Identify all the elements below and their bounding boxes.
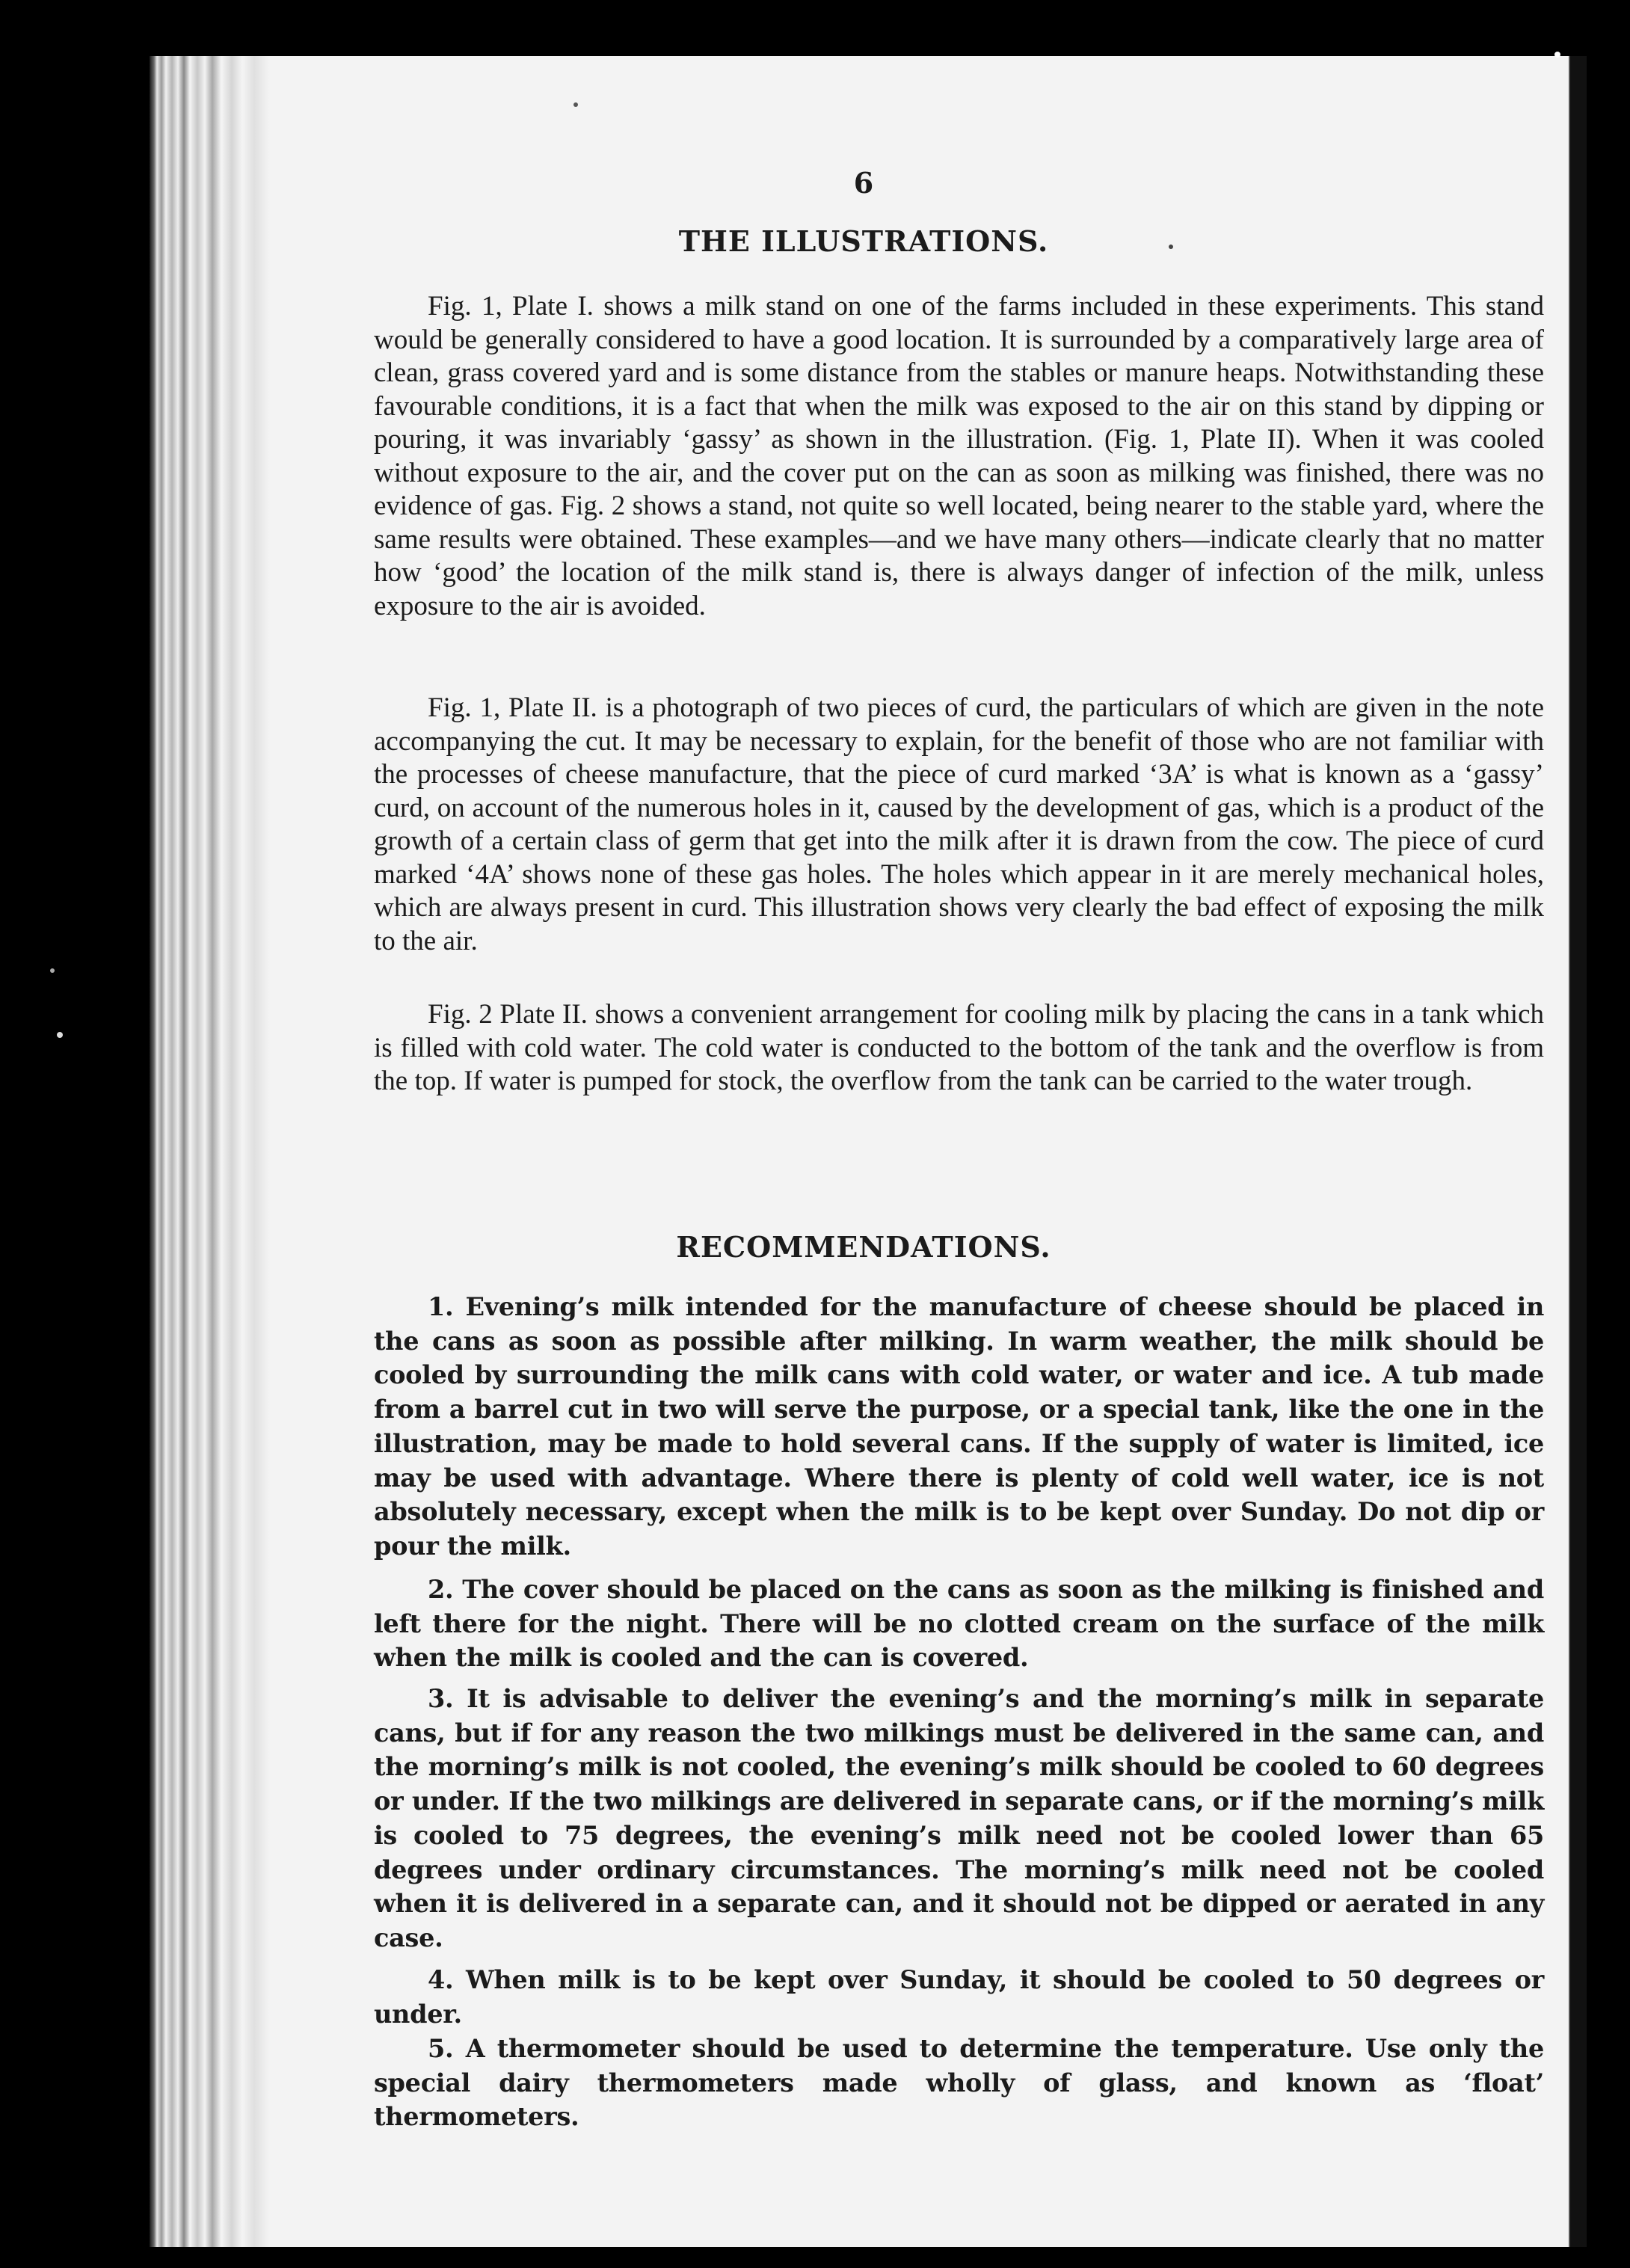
page-number: 6 xyxy=(853,166,874,200)
section-heading-recommendations: RECOMMENDATIONS. xyxy=(676,1230,1051,1264)
section-heading-illustrations: THE ILLUSTRATIONS. xyxy=(678,224,1049,258)
book-cover-edge xyxy=(1570,56,1587,2247)
recommendation-item-2: 2. The cover should be placed on the cans as soon as the milking is finished and left there for the night. There will be no clotted cream on the surface of the milk when the milk is cooled and the can is covered. xyxy=(374,1575,1544,1673)
recommendation-item-1: 1. Evening’s milk intended for the manufacture of cheese should be placed in the cans as soon as possible after milking. In warm weather, the milk should be cooled by surrounding the milk cans with cold water, or water and ice. A tub made from a barrel cut in two will serve the purpose, or a special tank, like the one in the illustration, may be made to hold several cans. If the supply of water is limited, ice may be used with advantage. Where there is plenty of cold well water, ice is not absolutely necessary, except when the milk is to be kept over Sunday. Do not dip or pour the milk. xyxy=(374,1292,1544,1561)
book-page-edges xyxy=(150,56,269,2247)
recommendation-item-5: 5. A thermometer should be used to determine the temperature. Use only the special dairy thermometers made wholly of glass, and known as ‘float’ thermometers. xyxy=(374,2034,1544,2132)
illustrations-paragraph-1: Fig. 1, Plate I. shows a milk stand on one of the farms included in these experiments. This stand would be generally considered to have a good location. It is surrounded by a comparatively large area of clean, grass covered yard and is some distance from the stables or manure heaps. Notwithstanding these favourable conditions, it is a fact that when the milk was exposed to the air on this stand by dipping or pouring, it was invariably ‘gassy’ as shown in the illustration. (Fig. 1, Plate II). When it was cooled without exposure to the air, and the cover put on the can as soon as milking was finished, there was no evidence of gas. Fig. 2 shows a stand, not quite so well located, being nearer to the stable yard, where the same results were obtained. These examples—and we have many others—indicate clearly that no matter how ‘good’ the location of the milk stand is, there is always danger of infection of the milk, unless exposure to the air is avoided. xyxy=(374,291,1544,621)
recommendation-item-4: 4. When milk is to be kept over Sunday, it should be cooled to 50 degrees or under. xyxy=(374,1965,1544,2029)
illustrations-paragraph-3: Fig. 2 Plate II. shows a convenient arrangement for cooling milk by placing the cans in a tank which is filled with cold water. The cold water is conducted to the bottom of the tank and the overflow is from the top. If water is pumped for stock, the overflow from the tank can be carried to the water trough. xyxy=(374,999,1544,1096)
illustrations-paragraph-2: Fig. 1, Plate II. is a photograph of two pieces of curd, the particulars of which are given in the note accompanying the cut. It may be necessary to explain, for the benefit of those who are not familiar with the processes of cheese manufacture, that the piece of curd marked ‘3A’ is what is known as a ‘gassy’ curd, on account of the numerous holes in it, caused by the development of gas, which is a product of the growth of a certain class of germ that get into the milk after it is drawn from the cow. The piece of curd marked ‘4A’ shows none of these gas holes. The holes which appear in it are merely mechanical holes, which are always present in curd. This illustration shows very clearly the bad effect of exposing the milk to the air. xyxy=(374,692,1544,956)
recommendation-item-3: 3. It is advisable to deliver the evening’s and the morning’s milk in separate cans, but if for any reason the two milkings must be delivered in the same can, and the morning’s milk is not cooled, the evening’s milk should be cooled to 60 degrees or under. If the two milkings are delivered in separate cans, or if the morning’s milk is cooled to 75 degrees, the evening’s milk need not be cooled lower than 65 degrees under ordinary circumstances. The morning’s milk need not be cooled when it is delivered in a separate can, and it should not be dipped or aerated in any case. xyxy=(374,1684,1544,1952)
